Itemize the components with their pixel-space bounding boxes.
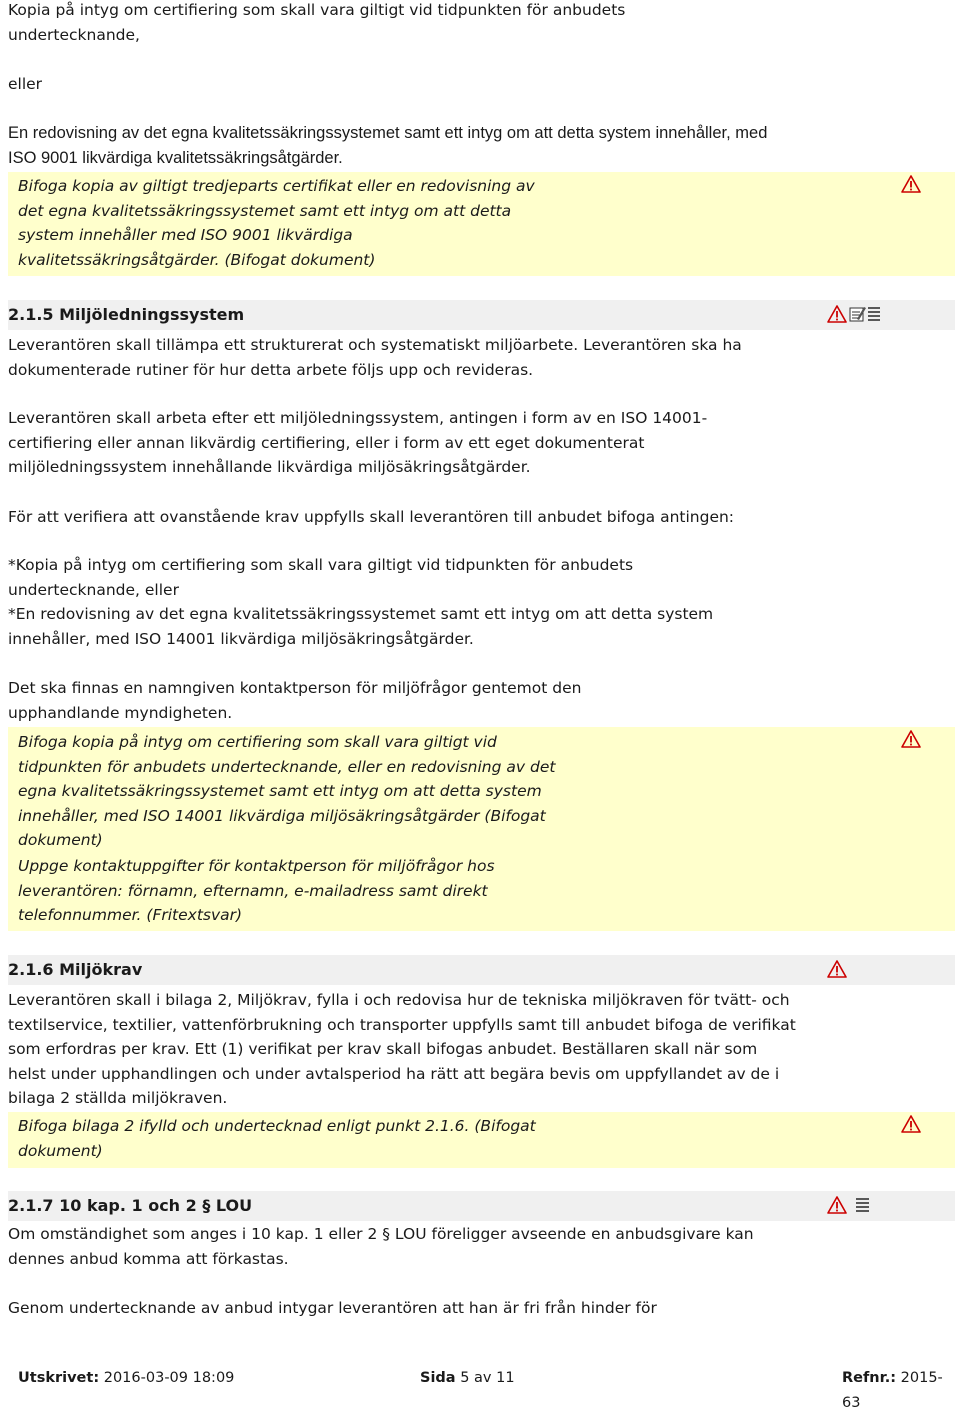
section-header [8, 955, 955, 985]
requirement-text: Bifoga kopia av giltigt tredjeparts certifikat eller en redovisning av det egna kvalitetssäkringssystemet samt ett intyg om att detta system innehåller med ISO 9001 likvärdiga kvalitetssäkringsåtgärder. (Bifogat dokument) [18, 177, 535, 269]
requirement-box [8, 727, 955, 931]
page-value: 5 av 11 [460, 1370, 515, 1386]
section-header [8, 1191, 955, 1221]
warning-triangle-icon [901, 1115, 921, 1133]
warning-triangle-icon [901, 175, 921, 193]
page-label: Sida [420, 1370, 456, 1386]
paragraph: *Kopia på intyg om certifiering som skall vara giltigt vid tidpunkten för anbudets undertecknande, eller [8, 556, 634, 599]
paragraph: För att verifiera att ovanstående krav uppfylls skall leverantören till anbudet bifoga antingen: [8, 508, 735, 526]
warning-triangle-icon [901, 730, 921, 748]
printed-info [18, 1366, 234, 1391]
section-icons [827, 305, 881, 323]
requirement-box [8, 172, 955, 276]
paragraph: eller [8, 75, 43, 93]
section-title: 2.1.7 10 kap. 1 och 2 § LOU [8, 1196, 253, 1215]
paragraph: Leverantören skall arbeta efter ett miljöledningssystem, antingen i form av en ISO 14001-certifiering eller annan likvärdig certifiering, eller i form av ett eget dokumenterat miljöledningssystem innehållande likvärdiga miljösäkringsåtgärder. [8, 409, 708, 476]
warning-triangle-icon [827, 960, 847, 978]
list-icon [868, 308, 880, 320]
section-title: 2.1.6 Miljökrav [8, 960, 143, 979]
ref-info [842, 1366, 960, 1415]
requirement-text: Bifoga kopia på intyg om certifiering som skall vara giltigt vid tidpunkten för anbudets undertecknande, eller en redovisning av det egna kvalitetssäkringssystemet samt ett intyg om att detta system innehåller, med ISO 14001 likvärdiga miljösäkringsåtgärder (Bifogat dokument) [18, 733, 556, 849]
ref-value: 2015-63 [842, 1370, 943, 1411]
ref-label: Refnr.: [842, 1370, 897, 1386]
paragraph: Leverantören skall tillämpa ett strukturerat och systematiskt miljöarbete. Leverantören ska ha dokumenterade rutiner för hur detta arbete följs upp och revideras. [8, 336, 742, 379]
paragraph: Kopia på intyg om certifiering som skall vara giltigt vid tidpunkten för anbudets undertecknande, [8, 1, 626, 44]
page-footer [0, 1362, 960, 1411]
paragraph: *En redovisning av det egna kvalitetssäkringssystemet samt ett intyg om att detta system innehåller, med ISO 14001 likvärdiga miljösäkringsåtgärder. [8, 605, 714, 648]
section-icons [827, 1196, 871, 1214]
edit-form-icon [850, 307, 866, 321]
section-header [8, 300, 955, 330]
paragraph: Leverantören skall i bilaga 2, Miljökrav, fylla i och redovisa hur de tekniska miljökraven för tvätt- och textilservice, textilier, vattenförbrukning och transporter uppfylls samt till anbudet bifoga de verifikat som erfordras per krav. Ett (1) verifikat per krav skall bifogas anbudet. Beställaren skall när som helst under upphandlingen och under avtalsperiod ha rätt att begära bevis om uppfyllandet av de i bilaga 2 ställda miljökraven. [8, 991, 796, 1107]
printed-label: Utskrivet: [18, 1370, 100, 1386]
paragraph: Genom undertecknande av anbud intygar leverantören att han är fri från hinder för [8, 1299, 657, 1317]
paragraph: En redovisning av det egna kvalitetssäkringssystemet samt ett intyg om att detta system innehåller, med ISO 9001 likvärdiga kvalitetssäkringsåtgärder. [8, 124, 768, 167]
paragraph: Det ska finnas en namngiven kontaktperson för miljöfrågor gentemot den upphandlande myndigheten. [8, 679, 582, 722]
printed-value: 2016-03-09 18:09 [103, 1370, 235, 1386]
requirement-text: Bifoga bilaga 2 ifylld och undertecknad enligt punkt 2.1.6. (Bifogat dokument) [18, 1117, 536, 1160]
list-icon [856, 1199, 869, 1211]
warning-triangle-icon [828, 306, 846, 322]
section-title: 2.1.5 Miljöledningssystem [8, 305, 245, 324]
requirement-box [8, 1112, 955, 1168]
page-info [420, 1366, 515, 1391]
requirement-text: Uppge kontaktuppgifter för kontaktperson för miljöfrågor hos leverantören: förnamn, efternamn, e-mailadress samt direkt telefonnummer. (Fritextsvar) [18, 857, 495, 924]
warning-triangle-icon [828, 1197, 846, 1213]
paragraph: Om omständighet som anges i 10 kap. 1 eller 2 § LOU föreligger avseende en anbudsgivare kan dennes anbud komma att förkastas. [8, 1225, 754, 1268]
